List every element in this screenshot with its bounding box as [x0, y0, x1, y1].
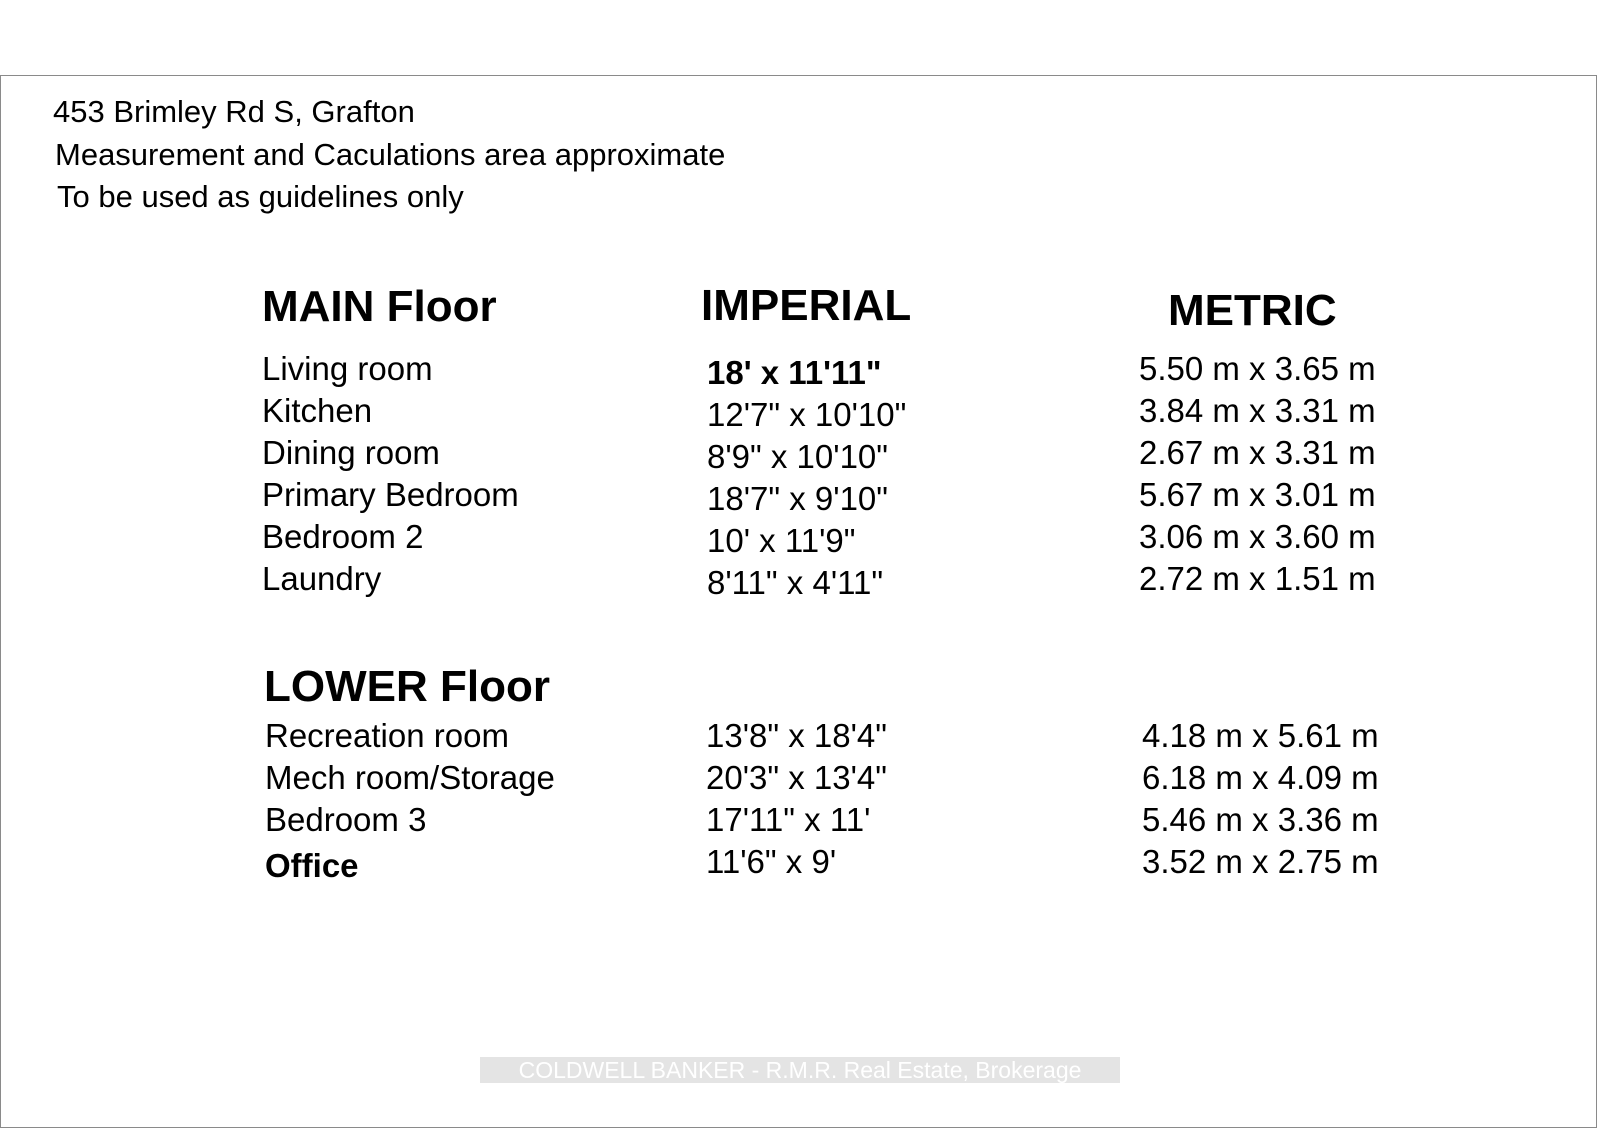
disclaimer-line-2: To be used as guidelines only — [57, 179, 464, 214]
room-name: Bedroom 3 — [265, 801, 427, 838]
brokerage-watermark: COLDWELL BANKER - R.M.R. Real Estate, Brokerage — [480, 1057, 1120, 1083]
room-name: Living room — [262, 350, 433, 387]
room-metric: 5.67 m x 3.01 m — [1139, 476, 1376, 513]
room-name: Laundry — [262, 560, 382, 597]
room-imperial: 18'7" x 9'10" — [707, 480, 888, 517]
room-imperial: 18' x 11'11" — [707, 354, 882, 391]
room-imperial: 10' x 11'9" — [707, 522, 856, 559]
room-name: Office — [265, 847, 359, 884]
room-imperial: 20'3" x 13'4" — [706, 759, 887, 796]
room-metric: 6.18 m x 4.09 m — [1142, 759, 1379, 796]
room-name: Recreation room — [265, 717, 509, 754]
room-name: Dining room — [262, 434, 440, 471]
room-row-mech-room-storage — [0, 758, 1600, 798]
room-imperial: 11'6" x 9' — [706, 843, 837, 880]
lower-floor-heading: LOWER Floor — [264, 662, 550, 711]
room-row-laundry — [0, 559, 1600, 599]
room-metric: 2.72 m x 1.51 m — [1139, 560, 1376, 597]
room-name: Kitchen — [262, 392, 373, 429]
room-metric: 3.84 m x 3.31 m — [1139, 392, 1376, 429]
room-row-office — [0, 842, 1600, 882]
room-row-dining-room — [0, 433, 1600, 473]
room-imperial: 12'7" x 10'10" — [707, 396, 907, 433]
room-imperial: 13'8" x 18'4" — [706, 717, 887, 754]
room-imperial: 8'11" x 4'11" — [707, 564, 884, 601]
room-metric: 3.52 m x 2.75 m — [1142, 843, 1379, 880]
room-name: Bedroom 2 — [262, 518, 424, 555]
metric-heading: METRIC — [1168, 286, 1337, 335]
room-name: Primary Bedroom — [262, 476, 519, 513]
room-metric: 2.67 m x 3.31 m — [1139, 434, 1376, 471]
room-metric: 5.50 m x 3.65 m — [1139, 350, 1376, 387]
room-imperial: 17'11" x 11' — [706, 801, 871, 838]
room-metric: 4.18 m x 5.61 m — [1142, 717, 1379, 754]
disclaimer-line-1: Measurement and Caculations area approximate — [55, 137, 726, 172]
main-floor-heading: MAIN Floor — [262, 282, 497, 331]
room-name: Mech room/Storage — [265, 759, 555, 796]
room-metric: 3.06 m x 3.60 m — [1139, 518, 1376, 555]
room-metric: 5.46 m x 3.36 m — [1142, 801, 1379, 838]
room-row-primary-bedroom — [0, 475, 1600, 515]
imperial-heading: IMPERIAL — [701, 281, 912, 330]
room-imperial: 8'9" x 10'10" — [707, 438, 888, 475]
room-row-bedroom-2 — [0, 517, 1600, 557]
room-row-bedroom-3 — [0, 800, 1600, 840]
room-row-living-room — [0, 349, 1600, 389]
room-row-recreation-room — [0, 716, 1600, 756]
room-row-kitchen — [0, 391, 1600, 431]
property-address: 453 Brimley Rd S, Grafton — [53, 94, 415, 129]
